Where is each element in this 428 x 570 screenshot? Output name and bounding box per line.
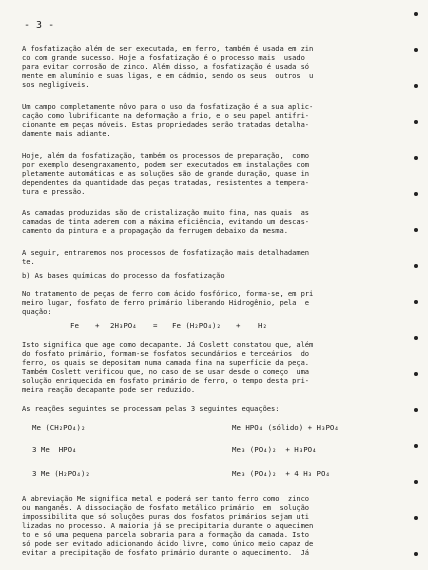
reaction-right: Me₃ (PO₄)₂ + 4 H₃ PO₄ bbox=[232, 469, 330, 478]
text-line: Um campo completamente nôvo para o uso da fosfatização é a sua aplic- bbox=[22, 102, 314, 111]
binder-hole bbox=[414, 264, 418, 268]
text-line: tura e pressão. bbox=[22, 187, 86, 196]
text-line: pletamente automáticas e as soluções são de grande duração, quase in bbox=[22, 169, 310, 178]
binder-hole bbox=[414, 228, 418, 232]
binder-hole bbox=[414, 12, 418, 16]
text-line: Hoje, além da fosfatização, também os processos de preparação, como bbox=[22, 151, 310, 160]
binder-hole bbox=[414, 192, 418, 196]
text-line: Também Coslett verificou que, no caso de se usar desde o começo uma bbox=[22, 367, 310, 376]
equation-term: = bbox=[153, 321, 158, 330]
reaction-left: Me (CH₂PO₄)₂ bbox=[32, 423, 86, 432]
binder-hole bbox=[414, 156, 418, 160]
text-line: do fosfato primário, formam-se fosfatos secundários e terceários do bbox=[22, 349, 310, 358]
page-number: - 3 - bbox=[24, 20, 55, 31]
binder-holes bbox=[414, 0, 420, 570]
text-line: impossibilita que só soluções puras dos fosfatos primários sejam uti bbox=[22, 512, 310, 521]
text-line: ferro, os quais se depositam numa camada fina na superfície da peça. bbox=[22, 358, 310, 367]
text-line: dependentes da quantidade das peças tratadas, resistentes a tempera- bbox=[22, 178, 310, 187]
text-line: As reações seguintes se processam pelas 3 seguintes equações: bbox=[22, 404, 280, 413]
text-line: co com grande sucesso. Hoje a fosfatização é o processo mais usado bbox=[22, 53, 305, 62]
reaction-left: 3 Me HPO₄ bbox=[32, 445, 77, 454]
text-line: A abreviação Me significa metal e poderá ser tanto ferro como zinco bbox=[22, 494, 310, 503]
text-line: cionante em peças móveis. Estas propriedades serão tratadas detalha- bbox=[22, 120, 310, 129]
binder-hole bbox=[414, 552, 418, 556]
text-line: to e só uma pequena parcela sobraria para a formação da camada. Isto bbox=[22, 530, 310, 539]
reaction-right: Me₃ (PO₄)₂ + H₃PO₄ bbox=[232, 445, 317, 454]
section-heading: b) As bases químicas do processo da fosfatização bbox=[22, 271, 225, 280]
text-line: Isto significa que age como decapante. Já Coslett constatou que, além bbox=[22, 340, 314, 349]
text-line: só pode ser evitado adicionando ácido livre, como único meio capaz de bbox=[22, 539, 314, 548]
text-line: te. bbox=[22, 257, 35, 266]
text-line: As camadas produzidas são de cristalização muito fina, nas quais as bbox=[22, 208, 310, 217]
reaction-right: Me HPO₄ (sólido) + H₃PO₄ bbox=[232, 423, 339, 432]
binder-hole bbox=[414, 48, 418, 52]
binder-hole bbox=[414, 408, 418, 412]
text-line: meiro lugar, fosfato de ferro primário liberando Hidrogênio, pela e bbox=[22, 298, 310, 307]
text-line: lizadas no processo. A maioria já se precipitaria durante o aquecimen bbox=[22, 521, 314, 530]
text-line: A fosfatização além de ser executada, em ferro, também é usada em zin bbox=[22, 44, 314, 53]
binder-hole bbox=[414, 300, 418, 304]
equation-term: Fe bbox=[70, 321, 79, 330]
text-line: camadas de tinta aderem com a máxima eficiência, evitando um descas- bbox=[22, 217, 310, 226]
text-line: A seguir, entraremos nos processos de fosfatização mais detalhadamen bbox=[22, 248, 310, 257]
text-line: ou manganês. A dissociação de fosfato metálico primário em solução bbox=[22, 503, 310, 512]
text-line: cação como lubrificante na deformação a frio, e o seu papel antifri- bbox=[22, 111, 310, 120]
equation-term: + bbox=[236, 321, 241, 330]
text-line: mente em alumínio e suas ligas, e em cádmio, sendo os seus outros u bbox=[22, 71, 314, 80]
text-line: camento da pintura e a propagação da ferrugem debaixo da mesma. bbox=[22, 226, 288, 235]
text-line: No tratamento de peças de ferro com ácido fosfórico, forma-se, em pri bbox=[22, 289, 314, 298]
text-line: para evitar corrosão de zinco. Além disso, a fosfatização é usada só bbox=[22, 62, 310, 71]
text-line: quação: bbox=[22, 307, 52, 316]
binder-hole bbox=[414, 516, 418, 520]
equation-term: Fe (H₂PO₄)₂ bbox=[172, 321, 221, 330]
text-line: sos negligíveis. bbox=[22, 80, 90, 89]
binder-hole bbox=[414, 444, 418, 448]
binder-hole bbox=[414, 84, 418, 88]
binder-hole bbox=[414, 372, 418, 376]
text-line: meira reação decapante pode ser reduzido. bbox=[22, 385, 196, 394]
binder-hole bbox=[414, 480, 418, 484]
binder-hole bbox=[414, 120, 418, 124]
equation-term: + bbox=[95, 321, 100, 330]
text-line: damente mais adiante. bbox=[22, 129, 111, 138]
text-line: por exemplo desengraxamento, podem ser executados em instalações com bbox=[22, 160, 310, 169]
reaction-left: 3 Me (H₂PO₄)₂ bbox=[32, 469, 90, 478]
text-line: solução enriquecida em fosfato primário de ferro, o tempo desta pri- bbox=[22, 376, 310, 385]
binder-hole bbox=[414, 336, 418, 340]
equation-term: 2H₃PO₄ bbox=[110, 321, 137, 330]
text-line: evitar a precipitação de fosfato primário durante o aquecimento. Já bbox=[22, 548, 310, 557]
equation-term: H₂ bbox=[258, 321, 267, 330]
